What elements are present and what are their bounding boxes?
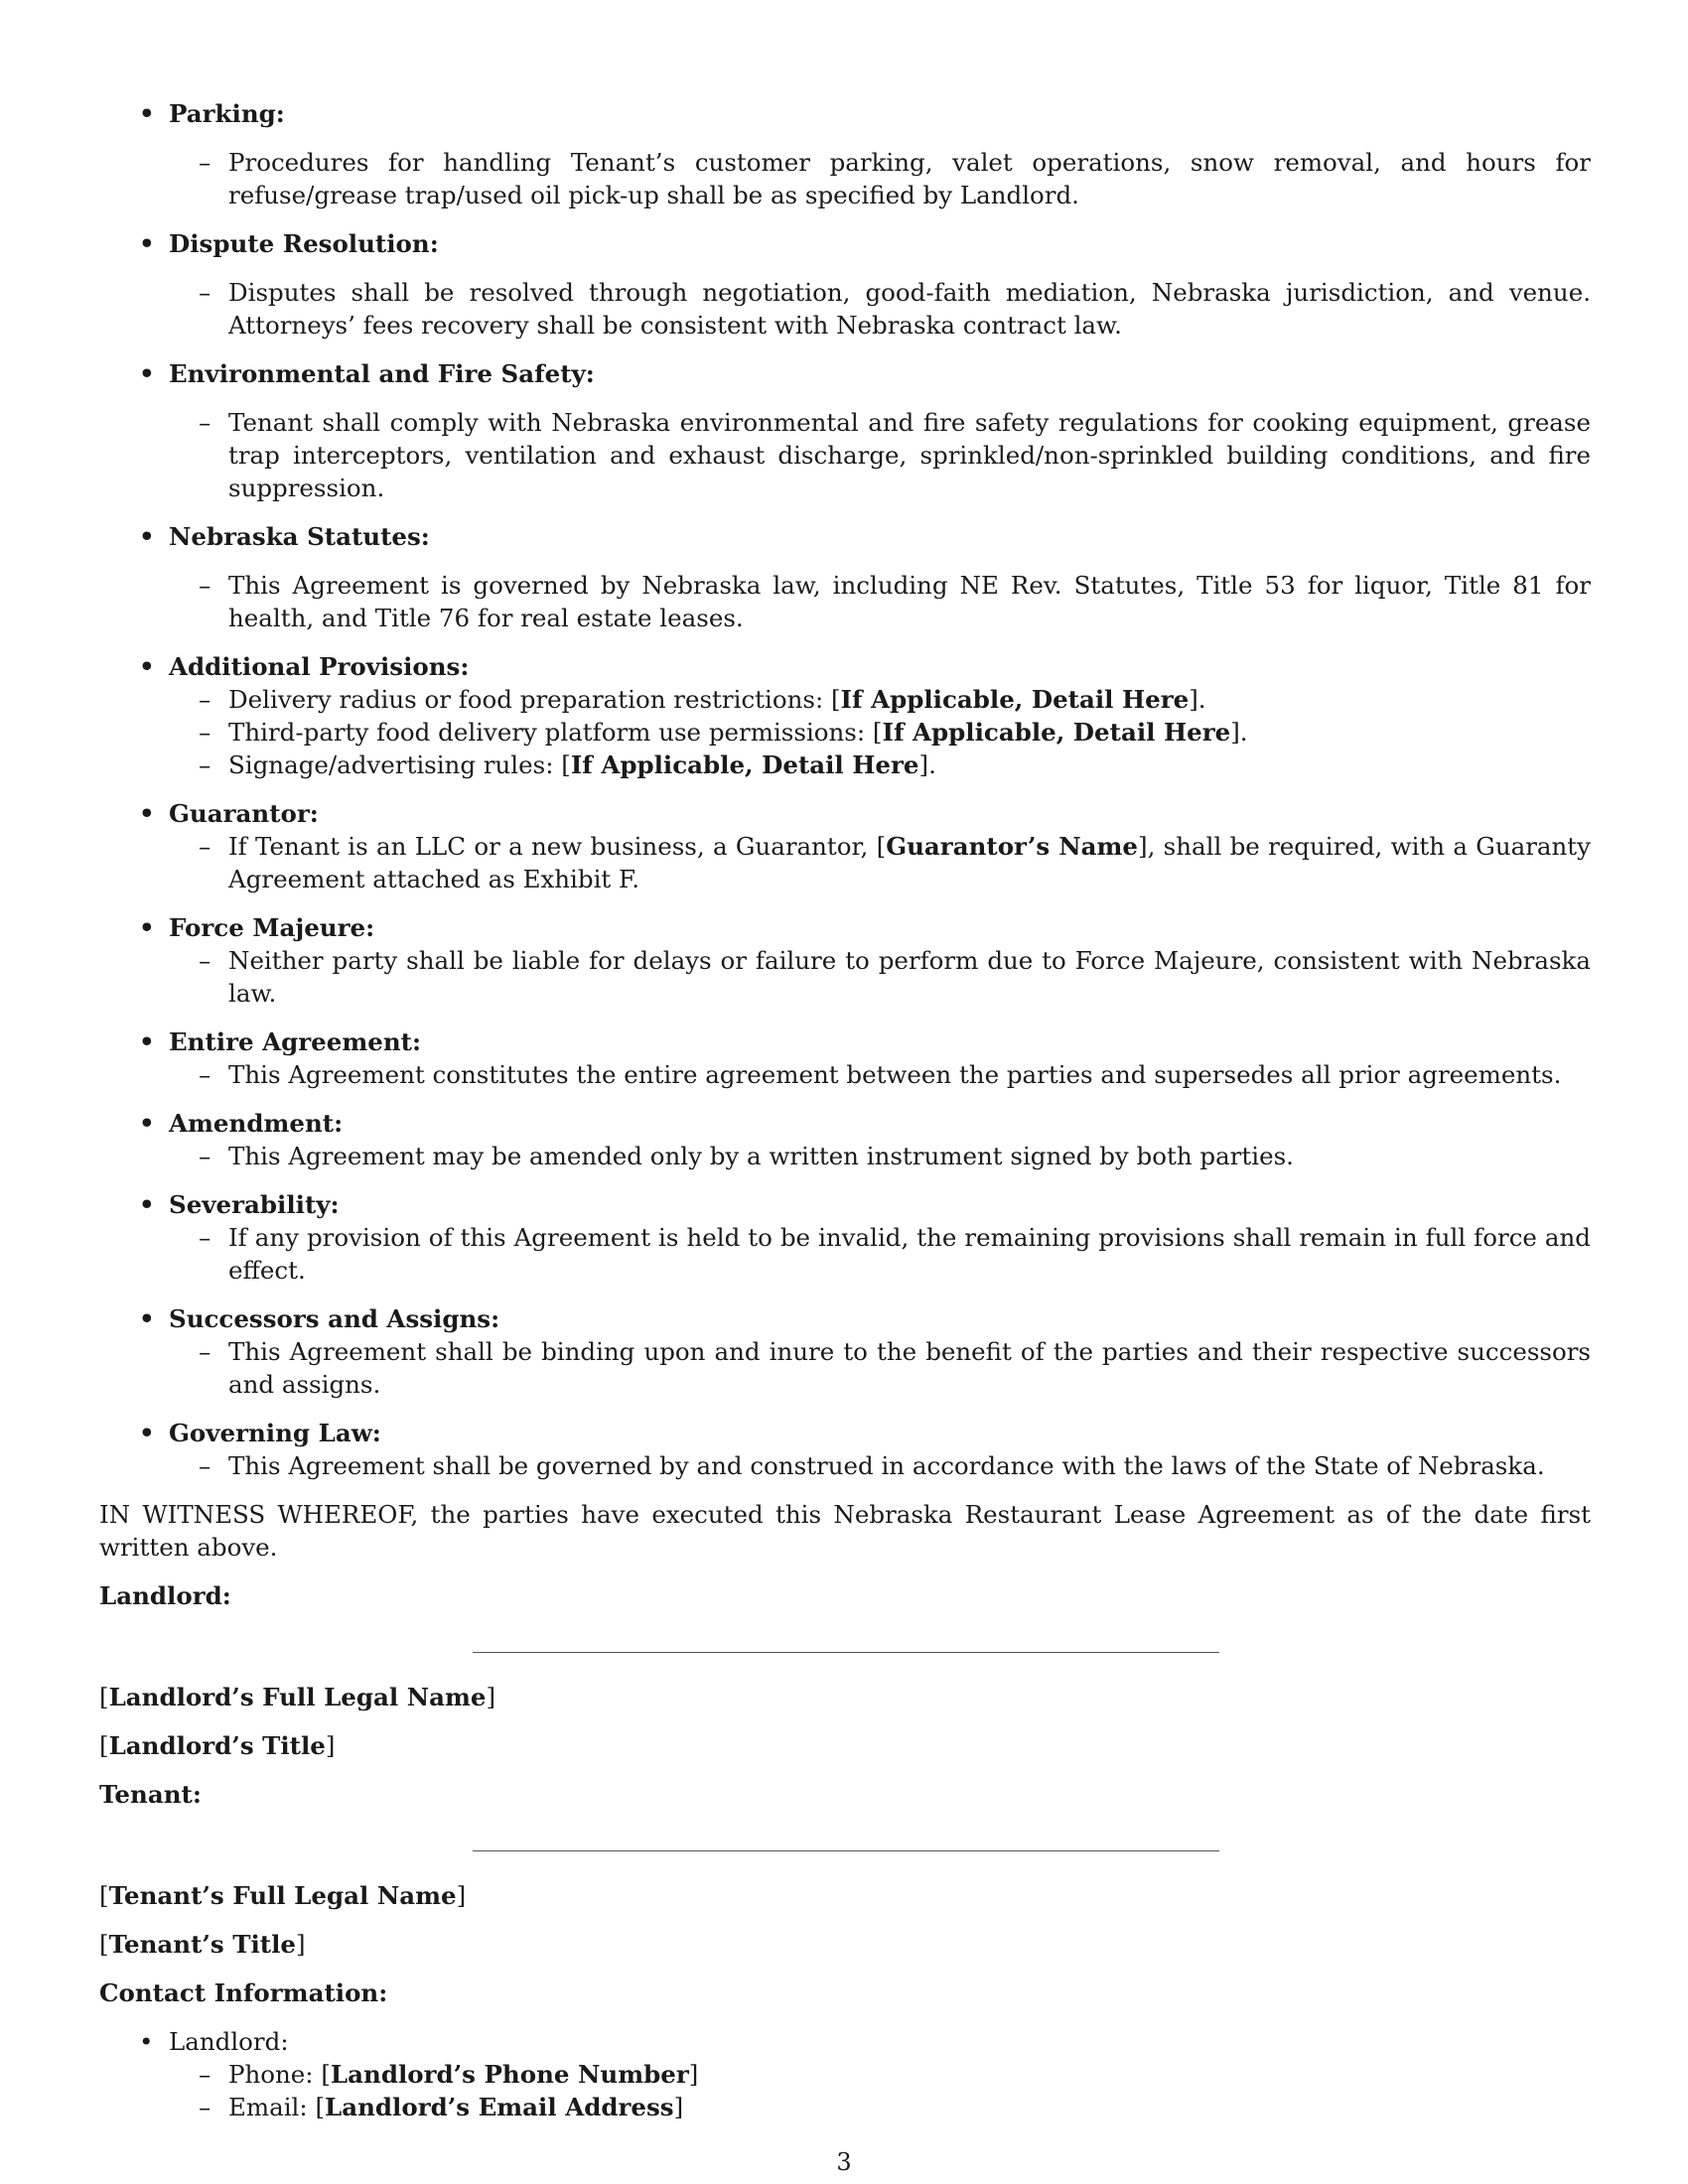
provision-section — [99, 1417, 1591, 1482]
tenant-name-text: Tenant’s Full Legal Name — [108, 1881, 457, 1910]
provision-text: This Agreement may be amended only by a written instrument signed by both parties. — [228, 1142, 1294, 1170]
contact-phone: – Phone: [Landlord’s Phone Number] — [99, 2058, 1591, 2091]
provision-section — [99, 357, 1591, 504]
provision-text: Third-party food delivery platform use permissions: [ — [228, 718, 883, 747]
provision-item — [99, 1335, 1591, 1401]
provision-text: This Agreement shall be binding upon and inure to the benefit of the parties and their respective successors and assigns. — [228, 1337, 1591, 1399]
provision-section — [99, 97, 1591, 211]
provision-section — [99, 1025, 1591, 1091]
provision-item — [99, 944, 1591, 1010]
provision-item — [99, 1058, 1591, 1091]
provision-section — [99, 1188, 1591, 1287]
provision-text: Disputes shall be resolved through negotiation, good-faith mediation, Nebraska jurisdiction, and venue. Attorneys’ fees recovery shall be consistent with Nebraska contract law. — [228, 278, 1591, 340]
provision-heading: • Environmental and Fire Safety: — [99, 357, 1591, 390]
contact-email-label: Email: — [228, 2093, 316, 2121]
provision-text: Neither party shall be liable for delays or failure to perform due to Force Majeure, consistent with Nebraska law. — [228, 946, 1591, 1008]
tenant-name: [Tenant’s Full Legal Name] — [99, 1881, 467, 1910]
provision-section — [99, 797, 1591, 895]
provision-text: ], shall be required, with a Guaranty Agreement attached as Exhibit F. — [228, 832, 1591, 893]
provision-text: This Agreement constitutes the entire agreement between the parties and supersedes all prior agreements. — [228, 1060, 1562, 1089]
provision-heading: • Governing Law: — [99, 1417, 1591, 1449]
contact-email: – Email: [Landlord’s Email Address] — [99, 2091, 1591, 2123]
contact-email-value: Landlord’s Email Address — [325, 2093, 674, 2121]
document-page — [99, 97, 1591, 2123]
page-number: 3 — [836, 2148, 852, 2176]
provision-text: Delivery radius or food preparation restrictions: [ — [228, 685, 841, 714]
provision-heading: • Dispute Resolution: — [99, 227, 1591, 260]
contact-party: • Landlord: — [99, 2025, 1591, 2058]
landlord-title-text: Landlord’s Title — [108, 1731, 326, 1760]
contact-phone-label: Phone: — [228, 2060, 322, 2089]
provision-heading: • Amendment: — [99, 1107, 1591, 1140]
provision-text: ]. — [1189, 685, 1206, 714]
landlord-title: [Landlord’s Title] — [99, 1731, 336, 1760]
provision-item — [99, 749, 1591, 781]
provision-item — [99, 146, 1591, 211]
provision-heading: • Entire Agreement: — [99, 1025, 1591, 1058]
provision-section — [99, 1107, 1591, 1172]
provision-item — [99, 716, 1591, 749]
landlord-name-text: Landlord’s Full Legal Name — [108, 1683, 487, 1711]
provision-text: ]. — [1230, 718, 1248, 747]
placeholder-field: If Applicable, Detail Here — [840, 685, 1190, 714]
tenant-title-text: Tenant’s Title — [108, 1930, 296, 1959]
provision-item — [99, 276, 1591, 341]
provisions-list — [99, 97, 1591, 1482]
landlord-name: [Landlord’s Full Legal Name] — [99, 1683, 496, 1711]
provision-section — [99, 227, 1591, 341]
provision-item — [99, 1140, 1591, 1172]
provision-section — [99, 911, 1591, 1010]
provision-text: If Tenant is an LLC or a new business, a Guarantor, [ — [228, 832, 887, 861]
provision-heading: • Guarantor: — [99, 797, 1591, 830]
placeholder-field: If Applicable, Detail Here — [570, 751, 919, 779]
provision-heading: • Force Majeure: — [99, 911, 1591, 944]
provision-section — [99, 1302, 1591, 1401]
provision-section — [99, 520, 1591, 634]
contact-phone-value: Landlord’s Phone Number — [330, 2060, 689, 2089]
provision-text: Procedures for handling Tenant’s customer parking, valet operations, snow removal, and hours for refuse/grease trap/used oil pick-up shall be as specified by Landlord. — [228, 148, 1591, 209]
provision-section — [99, 650, 1591, 781]
provision-heading: • Severability: — [99, 1188, 1591, 1221]
landlord-label: Landlord: — [99, 1581, 231, 1610]
provision-text: This Agreement shall be governed by and construed in accordance with the laws of the State of Nebraska. — [228, 1451, 1545, 1480]
placeholder-field: If Applicable, Detail Here — [882, 718, 1231, 747]
provision-heading: • Parking: — [99, 97, 1591, 130]
tenant-label: Tenant: — [99, 1780, 202, 1809]
provision-text: Tenant shall comply with Nebraska environmental and fire safety regulations for cooking equipment, grease trap interceptors, ventilation and exhaust discharge, sprinkled/non-sprinkled building conditions, and fire suppression. — [228, 408, 1591, 502]
tenant-signature-line — [473, 1850, 1219, 1853]
placeholder-field: Guarantor’s Name — [886, 832, 1139, 861]
provision-text: Signage/advertising rules: [ — [228, 751, 571, 779]
provision-item — [99, 1449, 1591, 1482]
provision-item — [99, 683, 1591, 716]
provision-text: If any provision of this Agreement is held to be invalid, the remaining provisions shall remain in full force and effect. — [228, 1223, 1591, 1285]
provision-text: ]. — [918, 751, 936, 779]
provision-item — [99, 1221, 1591, 1287]
provision-text: This Agreement is governed by Nebraska law, including NE Rev. Statutes, Title 53 for liquor, Title 81 for health, and Title 76 for real estate leases. — [228, 571, 1591, 632]
landlord-signature-line — [473, 1652, 1219, 1655]
provision-item — [99, 830, 1591, 895]
contact-heading: Contact Information: — [99, 1979, 388, 2007]
provision-item — [99, 569, 1591, 634]
provision-heading: • Additional Provisions: — [99, 650, 1591, 683]
tenant-title: [Tenant’s Title] — [99, 1930, 306, 1959]
provision-heading: • Nebraska Statutes: — [99, 520, 1591, 553]
witness-paragraph: IN WITNESS WHEREOF, the parties have executed this Nebraska Restaurant Lease Agreement as of the date first written above. — [99, 1500, 1591, 1562]
provision-heading: • Successors and Assigns: — [99, 1302, 1591, 1335]
provision-item — [99, 406, 1591, 504]
contact-section — [99, 2025, 1591, 2123]
